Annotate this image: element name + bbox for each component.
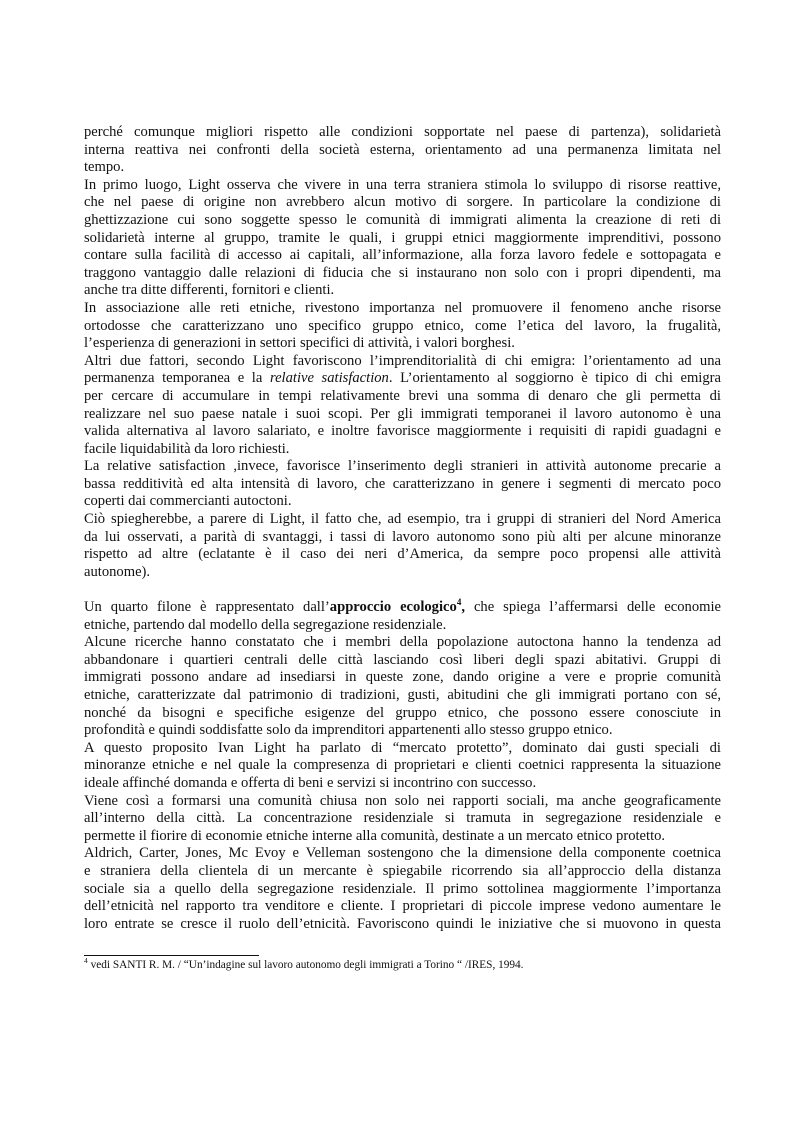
text-line: perché comunque migliori rispetto alle condizioni sopportate nel paese di partenza), solidarietà <box>84 124 721 140</box>
footnote <box>84 956 524 971</box>
text-line: rispetto ad altre (eclatante è il caso dei neri d’America, da sempre poco propensi alle attività <box>84 546 721 563</box>
text-line <box>84 370 721 388</box>
paragraph <box>84 458 721 511</box>
text-line: per cercare di accumulare in tempi relativamente brevi una somma di denaro che gli permetta di <box>84 387 721 404</box>
text-line: solidarietà interne al gruppo, tramite le quali, i gruppi etnici maggiormente imprenditivi, possono <box>84 229 721 246</box>
text-line: A questo proposito Ivan Light ha parlato di “mercato protetto”, dominato dai gusti speciali di <box>84 739 721 756</box>
text-line: La relative satisfaction ,invece, favorisce l’inserimento degli stranieri in attività autonome precarie a <box>84 458 721 475</box>
text-line: coperti dai commercianti autoctoni. <box>84 493 292 510</box>
body-text <box>84 124 721 933</box>
text-line: permette il fiorire di economie etniche interne alla comunità, destinate a un mercato etnico protetto. <box>84 827 666 844</box>
text-line: da lui osservati, a parità di svantaggi, i tassi di lavoro autonomo sono più alti per alcune minoranze <box>84 528 721 545</box>
text-run: Un quarto filone è rappresentato dall’ <box>84 599 330 616</box>
bold-punctuation: , <box>461 599 465 616</box>
text-line: etniche, caratterizzate dal patrimonio di tradizioni, gusti, abitudini che gli immigrati portano con sé, <box>84 687 721 703</box>
text-line: dell’etnicità nel rapporto tra venditore e cliente. I proprietari di piccole imprese vedono aumentare le <box>84 898 721 915</box>
text-line: In primo luogo, Light osserva che vivere in una terra straniera stimola lo sviluppo di risorse reattive, <box>84 176 721 193</box>
paragraph <box>84 599 721 634</box>
text-line: all’interno della città. La concentrazione residenziale si tramuta in segregazione residenziale e <box>84 810 721 827</box>
text-line: realizzare nel suo paese natale i suoi scopi. Per gli immigrati temporanei il lavoro autonomo è una <box>84 405 721 422</box>
text-line <box>84 599 721 617</box>
paragraph <box>84 353 721 459</box>
text-line: sociale sia a quello della segregazione residenziale. Il primo sottolinea maggiormente l’importanza <box>84 880 721 897</box>
paragraph-gap <box>84 581 721 599</box>
text-line: valida alternativa al lavoro salariato, e inoltre favorisce maggiormente i requisiti di rapidi guadagni e <box>84 423 721 440</box>
paragraph <box>84 511 721 581</box>
paragraph <box>84 634 721 740</box>
paragraph <box>84 740 721 793</box>
text-line: minoranze etniche e nel quale la compresenza di proprietari e clienti coetnici rappresenta la situazione <box>84 757 721 774</box>
text-line: tempo. <box>84 159 125 176</box>
footnote-text: vedi SANTI R. M. / “Un’indagine sul lavoro autonomo degli immigrati a Torino “ /IRES, 1994. <box>87 959 524 971</box>
paragraph <box>84 177 721 300</box>
text-line: ideale affinché domanda e offerta di beni e servizi si incontrino con successo. <box>84 774 537 791</box>
text-line: loro entrate se cresce il ruolo dell’etnicità. Favoriscono quindi le iniziative che si muovono in questa <box>84 915 721 932</box>
text-run: . L’orientamento al soggiorno è tipico di chi emigra <box>388 370 721 387</box>
text-line: l’esperienza di generazioni in settori specifici di attività, i valori borghesi. <box>84 335 515 352</box>
text-line: bassa redditività ed alta intensità di lavoro, che caratterizzano in genere i segmenti di mercato poco <box>84 475 721 492</box>
text-line: profondità e quindi soddisfatte solo da imprenditori appartenenti allo stesso gruppo etnico. <box>84 722 613 739</box>
paragraph <box>84 793 721 846</box>
text-run: che spiega l’affermarsi delle economie <box>464 599 721 616</box>
paragraph <box>84 845 721 933</box>
text-line: etniche, partendo dal modello della segregazione residenziale. <box>84 616 447 633</box>
text-line: In associazione alle reti etniche, rivestono importanza nel promuovere il fenomeno anche risorse <box>84 299 721 316</box>
text-line: Ciò spiegherebbe, a parere di Light, il fatto che, ad esempio, tra i gruppi di stranieri del Nord America <box>84 511 721 528</box>
text-line: e straniera della clientela di un mercante è spiegabile ricorrendo sia all’approccio della distanza <box>84 862 721 879</box>
text-line: Alcune ricerche hanno constatato che i membri della popolazione autoctona hanno la tendenza ad <box>84 634 721 651</box>
text-line: Altri due fattori, secondo Light favoriscono l’imprenditorialità di chi emigra: l’orientamento ad una <box>84 352 721 369</box>
text-line: facile liquidabilità da loro richiesti. <box>84 440 290 457</box>
text-line: traggono vantaggio dalle relazioni di fiducia che si instaurano non solo con i propri dipendenti, ma <box>84 264 721 281</box>
text-run: permanenza temporanea e la <box>84 370 270 387</box>
text-line: abbandonare i quartieri centrali delle città lasciando così liberi degli spazi abitativi. Gruppi di <box>84 651 721 668</box>
paragraph <box>84 300 721 353</box>
footnote-reference: 4 <box>456 597 462 608</box>
text-line: ghettizzazione cui sono soggette spesso le comunità di immigrati alimenta la creazione di reti di <box>84 211 721 228</box>
footnote-separator <box>84 955 259 956</box>
text-line: Viene così a formarsi una comunità chiusa non solo nei rapporti sociali, ma anche geograficamente <box>84 792 721 809</box>
footnote-number: 4 <box>84 956 88 965</box>
text-line: nonché da bisogni e specifiche esigenze del gruppo etnico, che possono essere conosciute in <box>84 704 721 721</box>
text-line: Aldrich, Carter, Jones, Mc Evoy e Velleman sostengono che la dimensione della componente coetnica <box>84 845 721 862</box>
italic-term: relative satisfaction <box>269 370 389 387</box>
text-line: immigrati possono andare ad insediarsi in queste zone, dando origine a vere e proprie comunità <box>84 669 721 686</box>
text-line: interna reattiva nei confronti della società esterna, orientamento ad una permanenza limitata nel <box>84 141 721 158</box>
text-line: autonome). <box>84 563 151 580</box>
bold-term: approccio ecologico <box>329 599 457 616</box>
text-line: anche tra ditte differenti, fornitori e clienti. <box>84 282 335 299</box>
text-line: che nel paese di origine non avrebbero alcun motivo di sorgere. In particolare la condizione di <box>84 194 721 211</box>
paragraph <box>84 124 721 177</box>
text-line: contare sulla facilità di accesso ai capitali, all’informazione, alla forza lavoro fedele e sottopagata e <box>84 247 721 264</box>
text-line: ortodosse che caratterizzano uno specifico gruppo etnico, come l’etica del lavoro, la frugalità, <box>84 317 721 334</box>
